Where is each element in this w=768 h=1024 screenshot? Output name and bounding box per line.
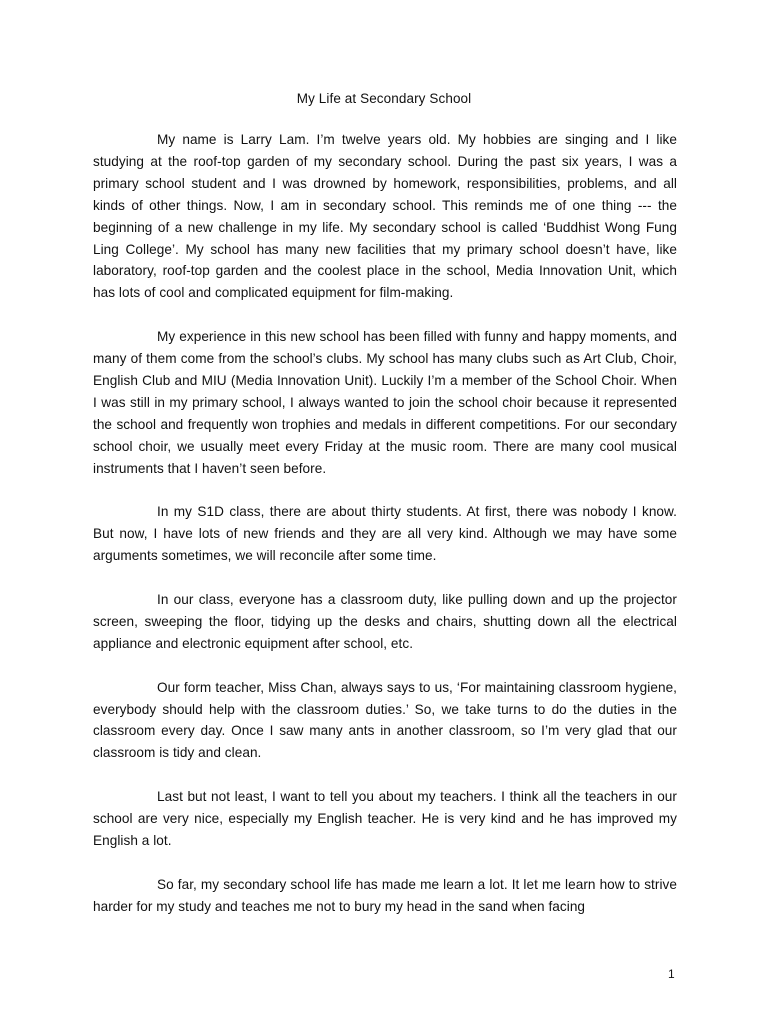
paragraph-conclusion: So far, my secondary school life has made me learn a lot. It let me learn how to strive harder for my study and teaches me not to bury my head in the sand when facing xyxy=(93,876,677,914)
paragraph-form-teacher: Our form teacher, Miss Chan, always says to us, ‘For maintaining classroom hygiene, everybody should help with the classroom duties.’ So, we take turns to do the duties in the classroom every day. Once I saw many ants in another classroom, so I’m very glad that our classroom is tidy and clean. xyxy=(93,679,677,761)
page-number: 1 xyxy=(668,967,675,981)
paragraph-classmates: In my S1D class, there are about thirty students. At first, there was nobody I know. But now, I have lots of new friends and they are all very kind. Although we may have some arguments sometimes, we will reconcile after some time. xyxy=(93,504,677,564)
paragraph-introduction: My name is Larry Lam. I’m twelve years old. My hobbies are singing and I like studying at the roof-top garden of my secondary school. During the past six years, I was a primary school student and I was drowned by homework, responsibilities, problems, and all kinds of other things. Now, I am in secondary school. This reminds me of one thing --- the beginning of a new challenge in my life. My secondary school is called ‘Buddhist Wong Fung Ling College’. My school has many new facilities that my primary school doesn’t have, like laboratory, roof-top garden and the coolest place in the school, Media Innovation Unit, which has lots of cool and complicated equipment for film-making. xyxy=(93,132,677,301)
document-body xyxy=(93,129,677,918)
paragraph-school-clubs: My experience in this new school has been filled with funny and happy moments, and many of them come from the school’s clubs. My school has many clubs such as Art Club, Choir, English Club and MIU (Media Innovation Unit). Luckily I’m a member of the School Choir. When I was still in my primary school, I always wanted to join the school choir because it represented the school and frequently won trophies and medals in different competitions. For our secondary school choir, we usually meet every Friday at the music room. There are many cool musical instruments that I haven’t seen before. xyxy=(93,329,677,476)
paragraph-classroom-duties: In our class, everyone has a classroom duty, like pulling down and up the projector screen, sweeping the floor, tidying up the desks and chairs, shutting down all the electrical appliance and electronic equipment after school, etc. xyxy=(93,591,677,651)
document-title: My Life at Secondary School xyxy=(296,91,472,106)
paragraph-teachers: Last but not least, I want to tell you about my teachers. I think all the teachers in our school are very nice, especially my English teacher. He is very kind and he has improved my English a lot. xyxy=(93,789,677,848)
